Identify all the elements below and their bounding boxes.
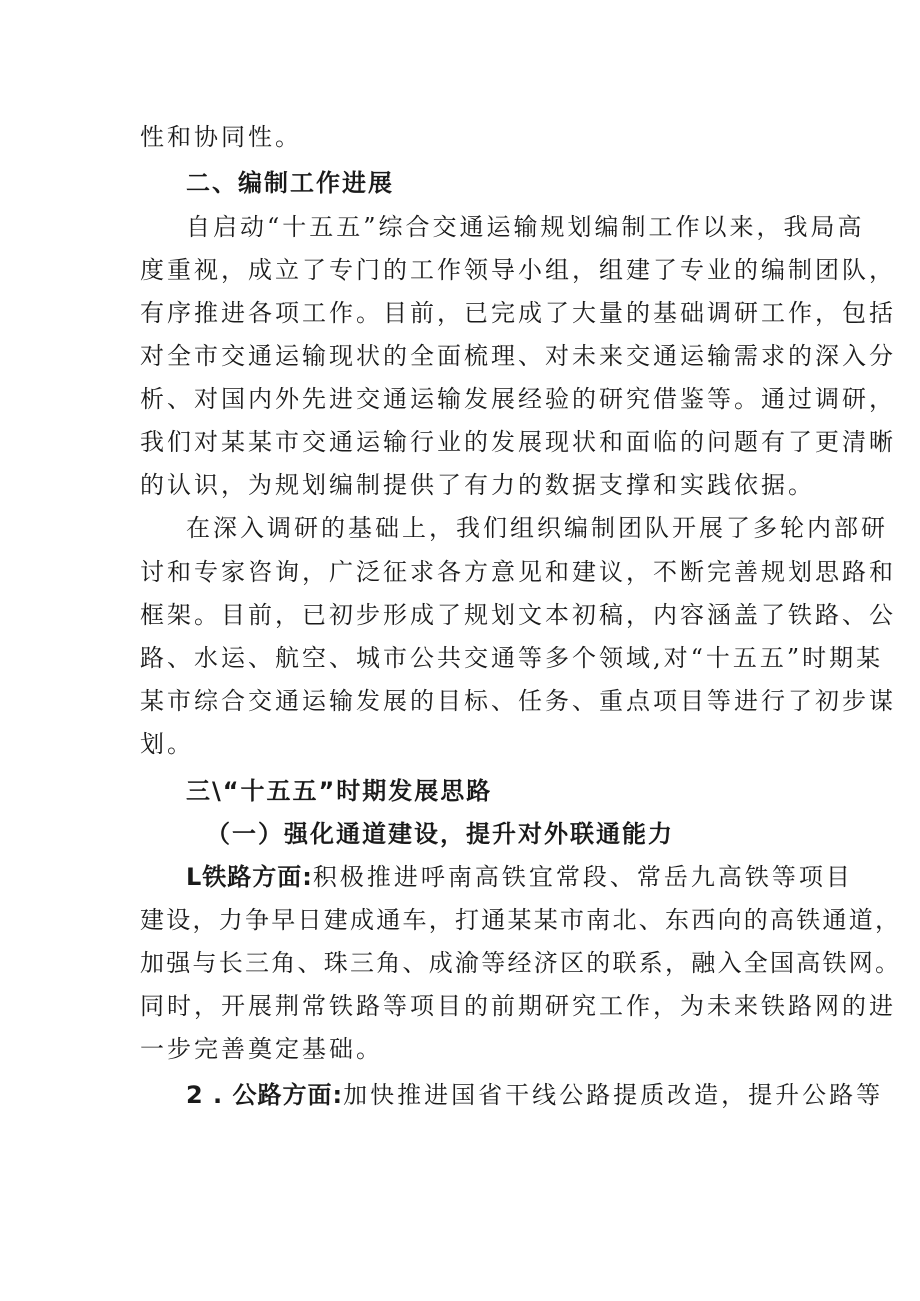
paragraph-line: 加强与长三角、珠三角、成渝等经济区的联系，融入全国高铁网。 [140,949,902,977]
paragraph-line: 讨和专家咨询，广泛征求各方意见和建议，不断完善规划思路和 [140,558,896,586]
paragraph-line: 对全市交通运输现状的全面梳理、对未来交通运输需求的深入分 [140,342,896,370]
item-lead: L铁路方面: [186,863,313,891]
paragraph-line: 一步完善奠定基础。 [140,1035,383,1063]
paragraph-line: 有序推进各项工作。目前，已完成了大量的基础调研工作，包括 [140,299,896,327]
section-heading-3: 三\“十五五”时期发展思路 [186,777,493,805]
paragraph-line [186,1080,883,1110]
item-text: 积极推进呼南高铁宜常段、常岳九高铁等项目 [312,863,853,891]
paragraph-line: 同时，开展荆常铁路等项目的前期研究工作，为未来铁路网的进 [140,992,896,1020]
subsection-heading: （一）强化通道建设，提升对外联通能力 [206,820,674,848]
paragraph-line: 划。 [140,730,194,758]
paragraph-line: 析、对国内外先进交通运输发展经验的研究借鉴等。通过调研， [140,385,896,413]
paragraph-line: 建设，力争早日建成通车，打通某某市南北、东西向的高铁通道， [140,906,902,934]
paragraph-line: 某市综合交通运输发展的目标、任务、重点项目等进行了初步谋 [140,687,896,715]
paragraph-line: 路、水运、航空、城市公共交通等多个领域,对“十五五”时期某 [140,644,884,672]
item-text: 加快推进国省干线公路提质改造，提升公路等 [343,1081,884,1109]
section-heading-2: 二、编制工作进展 [186,169,394,197]
paragraph-line [186,862,853,892]
paragraph-line: 性和协同性。 [140,123,302,151]
item-lead: 2 . 公路方面: [186,1081,344,1109]
paragraph-line: 我们对某某市交通运输行业的发展现状和面临的问题有了更清晰 [140,428,896,456]
paragraph-line: 框架。目前，已初步形成了规划文本初稿，内容涵盖了铁路、公 [140,601,896,629]
paragraph-line: 度重视，成立了专门的工作领导小组，组建了专业的编制团队， [140,256,896,284]
paragraph-line: 自启动“十五五”综合交通运输规划编制工作以来，我局高 [186,213,865,241]
paragraph-line: 在深入调研的基础上，我们组织编制团队开展了多轮内部研 [186,514,888,542]
paragraph-line: 的认识，为规划编制提供了有力的数据支撑和实践依据。 [140,471,815,499]
